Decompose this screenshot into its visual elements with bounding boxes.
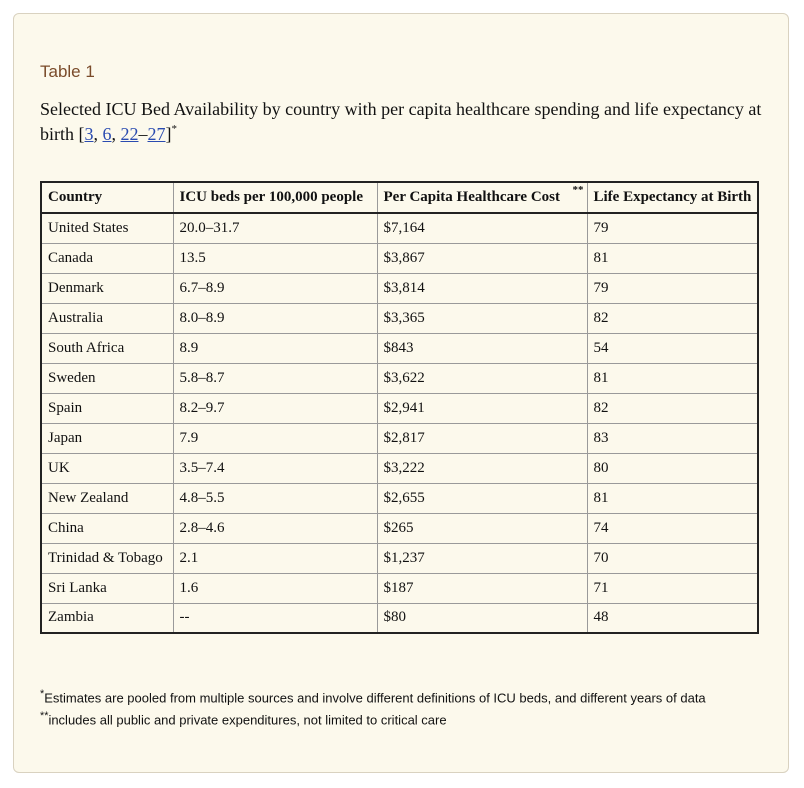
table-row (41, 573, 758, 603)
header-icu-beds: ICU beds per 100,000 people (173, 182, 377, 213)
cell-icu-beds: 6.7–8.9 (173, 273, 377, 303)
cell-icu-beds: 4.8–5.5 (173, 483, 377, 513)
cell-country: Spain (41, 393, 173, 423)
cell-life-expectancy: 54 (587, 333, 758, 363)
cell-country: Sweden (41, 363, 173, 393)
ref-link-27[interactable]: 27 (147, 124, 166, 144)
footnote-1-text: Estimates are pooled from multiple sources and involve different definitions of ICU beds, and different years of data (44, 690, 706, 706)
cell-healthcare-cost: $3,814 (377, 273, 587, 303)
cell-life-expectancy: 81 (587, 363, 758, 393)
cell-icu-beds: 2.8–4.6 (173, 513, 377, 543)
table-row (41, 363, 758, 393)
table-body (41, 213, 758, 633)
cell-life-expectancy: 81 (587, 483, 758, 513)
cell-life-expectancy: 80 (587, 453, 758, 483)
header-healthcare-cost (377, 182, 587, 213)
header-life-expectancy: Life Expectancy at Birth (587, 182, 758, 213)
cell-healthcare-cost: $2,655 (377, 483, 587, 513)
table-row (41, 213, 758, 243)
cell-life-expectancy: 71 (587, 573, 758, 603)
header-healthcare-cost-label: Per Capita Healthcare Cost (383, 189, 560, 205)
table-row (41, 333, 758, 363)
cell-country: South Africa (41, 333, 173, 363)
cell-life-expectancy: 79 (587, 273, 758, 303)
header-country: Country (41, 182, 173, 213)
table-row (41, 243, 758, 273)
cell-country: Canada (41, 243, 173, 273)
footnote-2-text: includes all public and private expenditures, not limited to critical care (48, 712, 447, 728)
icu-table (40, 181, 759, 634)
cell-healthcare-cost: $843 (377, 333, 587, 363)
cell-healthcare-cost: $3,622 (377, 363, 587, 393)
cell-country: New Zealand (41, 483, 173, 513)
table-panel (13, 13, 789, 773)
caption-text: Selected ICU Bed Availability by country with per capita healthcare spending and life expectancy at birth [ (40, 99, 762, 144)
cell-life-expectancy: 82 (587, 393, 758, 423)
cell-country: UK (41, 453, 173, 483)
cell-icu-beds: 20.0–31.7 (173, 213, 377, 243)
cell-icu-beds: 5.8–8.7 (173, 363, 377, 393)
cell-life-expectancy: 48 (587, 603, 758, 633)
cell-life-expectancy: 83 (587, 423, 758, 453)
caption-footnote-mark: * (171, 123, 177, 135)
ref-link-6[interactable]: 6 (102, 124, 112, 144)
cell-country: Zambia (41, 603, 173, 633)
footnote-1-mark: * (40, 688, 45, 700)
footnotes (40, 685, 785, 730)
cell-icu-beds: 1.6 (173, 573, 377, 603)
footnote-1 (40, 685, 785, 707)
table-row (41, 393, 758, 423)
table-row (41, 513, 758, 543)
cell-healthcare-cost: $3,222 (377, 453, 587, 483)
cell-life-expectancy: 79 (587, 213, 758, 243)
table-header-row (41, 182, 758, 213)
cell-healthcare-cost: $3,365 (377, 303, 587, 333)
caption-close: ] (165, 124, 172, 144)
footnote-2-mark: ** (40, 710, 49, 723)
cell-country: Trinidad & Tobago (41, 543, 173, 573)
table-row (41, 273, 758, 303)
cell-country: Denmark (41, 273, 173, 303)
cell-healthcare-cost: $2,817 (377, 423, 587, 453)
cell-healthcare-cost: $1,237 (377, 543, 587, 573)
cell-icu-beds: 8.0–8.9 (173, 303, 377, 333)
table-row (41, 423, 758, 453)
cell-life-expectancy: 82 (587, 303, 758, 333)
table-row (41, 303, 758, 333)
cell-icu-beds: 7.9 (173, 423, 377, 453)
cell-icu-beds: 3.5–7.4 (173, 453, 377, 483)
table-row (41, 603, 758, 633)
cell-life-expectancy: 74 (587, 513, 758, 543)
cell-icu-beds: 2.1 (173, 543, 377, 573)
cell-icu-beds: -- (173, 603, 377, 633)
cell-icu-beds: 8.9 (173, 333, 377, 363)
cell-country: Japan (41, 423, 173, 453)
cell-healthcare-cost: $2,941 (377, 393, 587, 423)
cell-country: Sri Lanka (41, 573, 173, 603)
table-caption: Selected ICU Bed Availability by country with per capita healthcare spending and life expectancy at birth [3, 6, 22–27]* (40, 99, 762, 144)
table-row (41, 483, 758, 513)
cell-healthcare-cost: $3,867 (377, 243, 587, 273)
table-row (41, 453, 758, 483)
cell-icu-beds: 8.2–9.7 (173, 393, 377, 423)
ref-link-22[interactable]: 22 (120, 124, 139, 144)
cell-icu-beds: 13.5 (173, 243, 377, 273)
header-footnote-mark: ** (572, 184, 584, 196)
cell-country: United States (41, 213, 173, 243)
cell-healthcare-cost: $265 (377, 513, 587, 543)
cell-healthcare-cost: $7,164 (377, 213, 587, 243)
cell-healthcare-cost: $80 (377, 603, 587, 633)
footnote-2 (40, 707, 785, 729)
cell-healthcare-cost: $187 (377, 573, 587, 603)
cell-life-expectancy: 70 (587, 543, 758, 573)
cell-country: Australia (41, 303, 173, 333)
cell-life-expectancy: 81 (587, 243, 758, 273)
ref-link-3[interactable]: 3 (84, 124, 94, 144)
cell-country: China (41, 513, 173, 543)
table-label: Table 1 (40, 62, 95, 81)
table-row (41, 543, 758, 573)
